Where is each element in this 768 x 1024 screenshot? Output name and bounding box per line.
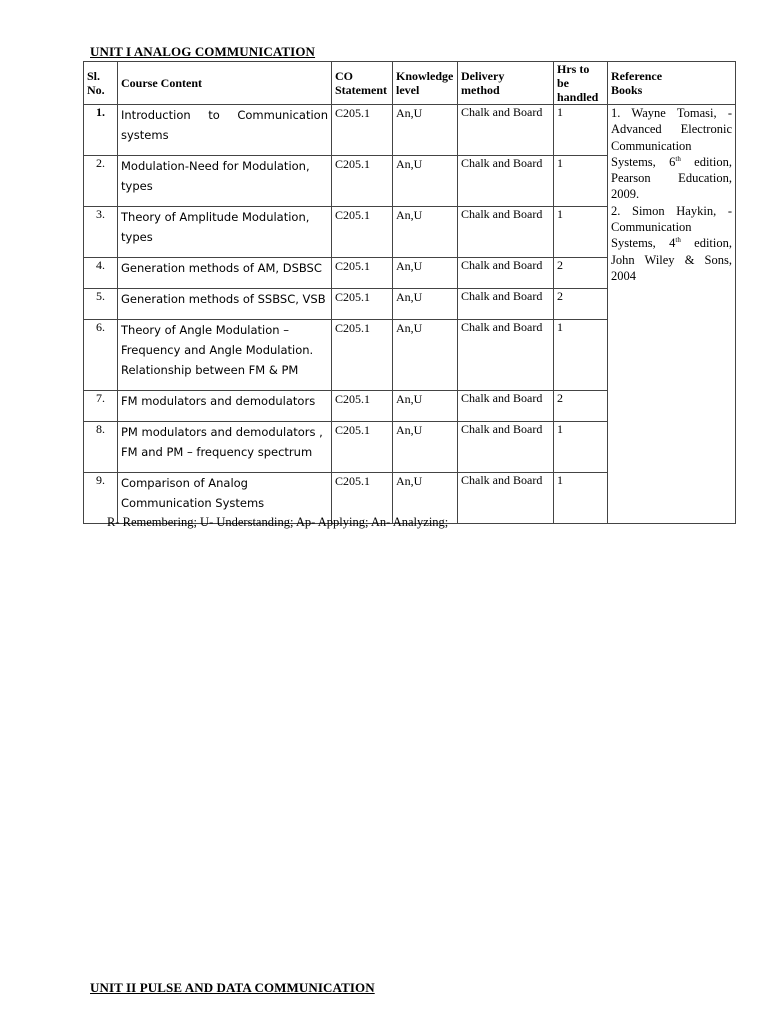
- knowledge-level-legend: R- Remembering; U- Understanding; Ap- Applying; An- Analyzing;: [107, 515, 449, 529]
- row-number: 5.: [84, 289, 118, 320]
- delivery-method-cell: Chalk and Board: [458, 289, 554, 320]
- delivery-method-cell: Chalk and Board: [458, 258, 554, 289]
- knowledge-level-cell: An,U: [393, 207, 458, 258]
- knowledge-level-cell: An,U: [393, 473, 458, 524]
- hours-cell: 2: [554, 289, 608, 320]
- hours-cell: 1: [554, 320, 608, 391]
- unit1-title: UNIT I ANALOG COMMUNICATION: [90, 44, 316, 59]
- co-statement-cell: C205.1: [332, 105, 393, 156]
- hours-cell: 1: [554, 422, 608, 473]
- hours-cell: 1: [554, 105, 608, 156]
- course-content-cell: Comparison of Analog Communication Systems: [118, 473, 332, 524]
- row-number: 4.: [84, 258, 118, 289]
- knowledge-level-cell: An,U: [393, 422, 458, 473]
- course-content-cell: Generation methods of SSBSC, VSB: [118, 289, 332, 320]
- course-content-cell: FM modulators and demodulators: [118, 391, 332, 422]
- table-row: [84, 105, 736, 156]
- course-content-cell: PM modulators and demodulators , FM and PM – frequency spectrum: [118, 422, 332, 473]
- header-sl-no: Sl. No.: [84, 62, 118, 105]
- row-number: 1.: [84, 105, 118, 156]
- delivery-method-cell: Chalk and Board: [458, 391, 554, 422]
- reference-2: 2. Simon Haykin, - Communication Systems, 4th edition, John Wiley & Sons, 2004: [611, 203, 732, 283]
- header-reference-books: Reference Books: [608, 62, 736, 105]
- row-number: 2.: [84, 156, 118, 207]
- header-hrs-handled: Hrs to be handled: [554, 62, 608, 105]
- co-statement-cell: C205.1: [332, 473, 393, 524]
- knowledge-level-cell: An,U: [393, 320, 458, 391]
- co-statement-cell: C205.1: [332, 258, 393, 289]
- course-content-cell: Theory of Amplitude Modulation, types: [118, 207, 332, 258]
- hours-cell: 1: [554, 207, 608, 258]
- co-statement-cell: C205.1: [332, 156, 393, 207]
- delivery-method-cell: Chalk and Board: [458, 320, 554, 391]
- reference-books-cell: [608, 105, 736, 524]
- reference-1: 1. Wayne Tomasi, - Advanced Electronic Communication Systems, 6th edition, Pearson Education, 2009.: [611, 106, 732, 202]
- header-co-statement: CO Statement: [332, 62, 393, 105]
- co-statement-cell: C205.1: [332, 289, 393, 320]
- header-delivery-method: Delivery method: [458, 62, 554, 105]
- row-number: 3.: [84, 207, 118, 258]
- knowledge-level-cell: An,U: [393, 289, 458, 320]
- knowledge-level-cell: An,U: [393, 105, 458, 156]
- course-content-cell: Introduction to Communication systems: [118, 105, 332, 156]
- header-course-content: Course Content: [118, 62, 332, 105]
- co-statement-cell: C205.1: [332, 422, 393, 473]
- delivery-method-cell: Chalk and Board: [458, 156, 554, 207]
- course-content-cell: Theory of Angle Modulation – Frequency and Angle Modulation. Relationship between FM & PM: [118, 320, 332, 391]
- co-statement-cell: C205.1: [332, 391, 393, 422]
- row-number: 6.: [84, 320, 118, 391]
- table-header-row: [84, 62, 736, 105]
- hours-cell: 1: [554, 473, 608, 524]
- delivery-method-cell: Chalk and Board: [458, 422, 554, 473]
- hours-cell: 2: [554, 258, 608, 289]
- course-content-cell: Generation methods of AM, DSBSC: [118, 258, 332, 289]
- knowledge-level-cell: An,U: [393, 391, 458, 422]
- header-knowledge-level: Knowledge level: [393, 62, 458, 105]
- row-number: 7.: [84, 391, 118, 422]
- hours-cell: 1: [554, 156, 608, 207]
- co-statement-cell: C205.1: [332, 320, 393, 391]
- knowledge-level-cell: An,U: [393, 156, 458, 207]
- row-number: 8.: [84, 422, 118, 473]
- unit2-title: UNIT II PULSE AND DATA COMMUNICATION: [90, 980, 375, 995]
- course-content-cell: Modulation-Need for Modulation, types: [118, 156, 332, 207]
- knowledge-level-cell: An,U: [393, 258, 458, 289]
- row-number: 9.: [84, 473, 118, 524]
- delivery-method-cell: Chalk and Board: [458, 105, 554, 156]
- delivery-method-cell: Chalk and Board: [458, 207, 554, 258]
- syllabus-table: [83, 61, 736, 524]
- hours-cell: 2: [554, 391, 608, 422]
- delivery-method-cell: Chalk and Board: [458, 473, 554, 524]
- co-statement-cell: C205.1: [332, 207, 393, 258]
